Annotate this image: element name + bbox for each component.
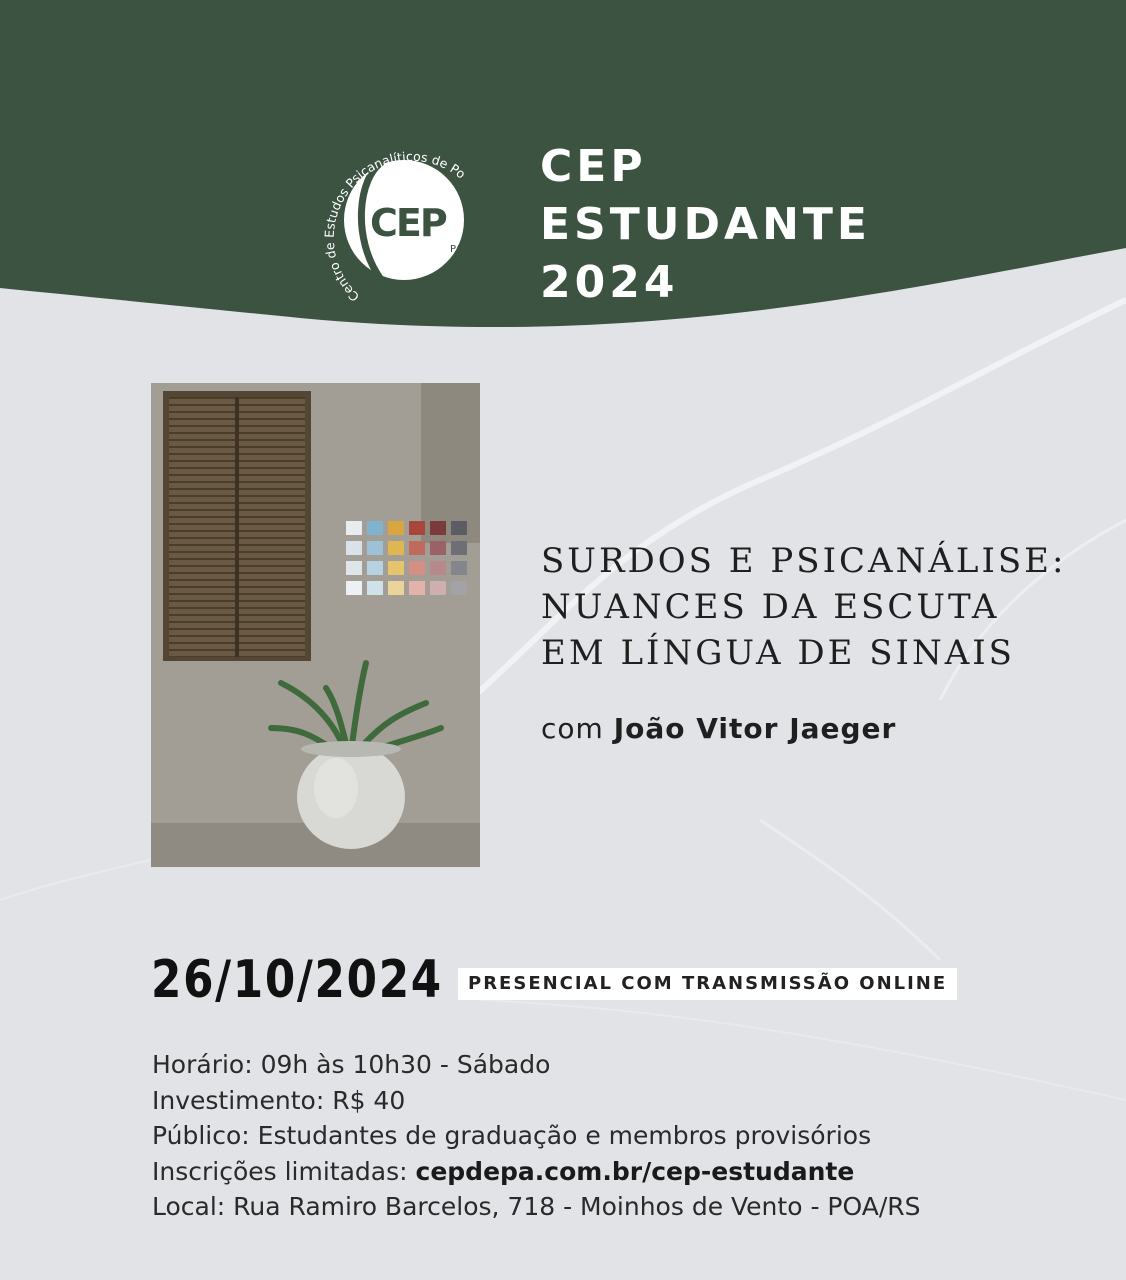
header-title-line-1: CEP bbox=[540, 141, 647, 192]
cep-logo bbox=[312, 128, 492, 308]
header-title bbox=[540, 138, 871, 312]
detail-publico: Público: Estudantes de graduação e membros provisórios bbox=[152, 1121, 872, 1150]
event-details bbox=[152, 1047, 921, 1225]
detail-investimento: Investimento: R$ 40 bbox=[152, 1085, 406, 1115]
detail-local: Local: Rua Ramiro Barcelos, 718 - Moinhos de Vento - POA/RS bbox=[152, 1192, 921, 1221]
event-date: 26/10/2024 bbox=[151, 950, 443, 1010]
talk-title-line-2: NUANCES DA ESCUTA bbox=[541, 587, 1000, 627]
talk-title-line-1: SURDOS E PSICANÁLISE: bbox=[541, 541, 1067, 581]
registration-link[interactable]: cepdepa.com.br/cep-estudante bbox=[415, 1156, 855, 1186]
window-and-plant-photo bbox=[151, 383, 480, 867]
logo-mark-suffix: PA bbox=[450, 244, 463, 255]
detail-inscricoes-label: Inscrições limitadas: bbox=[152, 1156, 408, 1186]
talk-title bbox=[541, 538, 1066, 676]
logo-arc-text: Centro de Estudos Psicanalíticos de Po bbox=[321, 148, 469, 305]
speaker bbox=[541, 712, 896, 745]
header-title-line-3: 2024 bbox=[540, 257, 679, 308]
talk-title-line-3: EM LÍNGUA DE SINAIS bbox=[541, 633, 1015, 673]
header-title-line-2: ESTUDANTE bbox=[540, 199, 871, 250]
event-mode-badge: PRESENCIAL COM TRANSMISSÃO ONLINE bbox=[458, 968, 957, 1000]
logo-mark: CEP bbox=[370, 201, 446, 245]
detail-horario: Horário: 09h às 10h30 - Sábado bbox=[152, 1050, 551, 1079]
speaker-name: João Vitor Jaeger bbox=[613, 712, 897, 745]
detail-inscricoes bbox=[152, 1154, 921, 1190]
speaker-prefix: com bbox=[541, 712, 604, 745]
